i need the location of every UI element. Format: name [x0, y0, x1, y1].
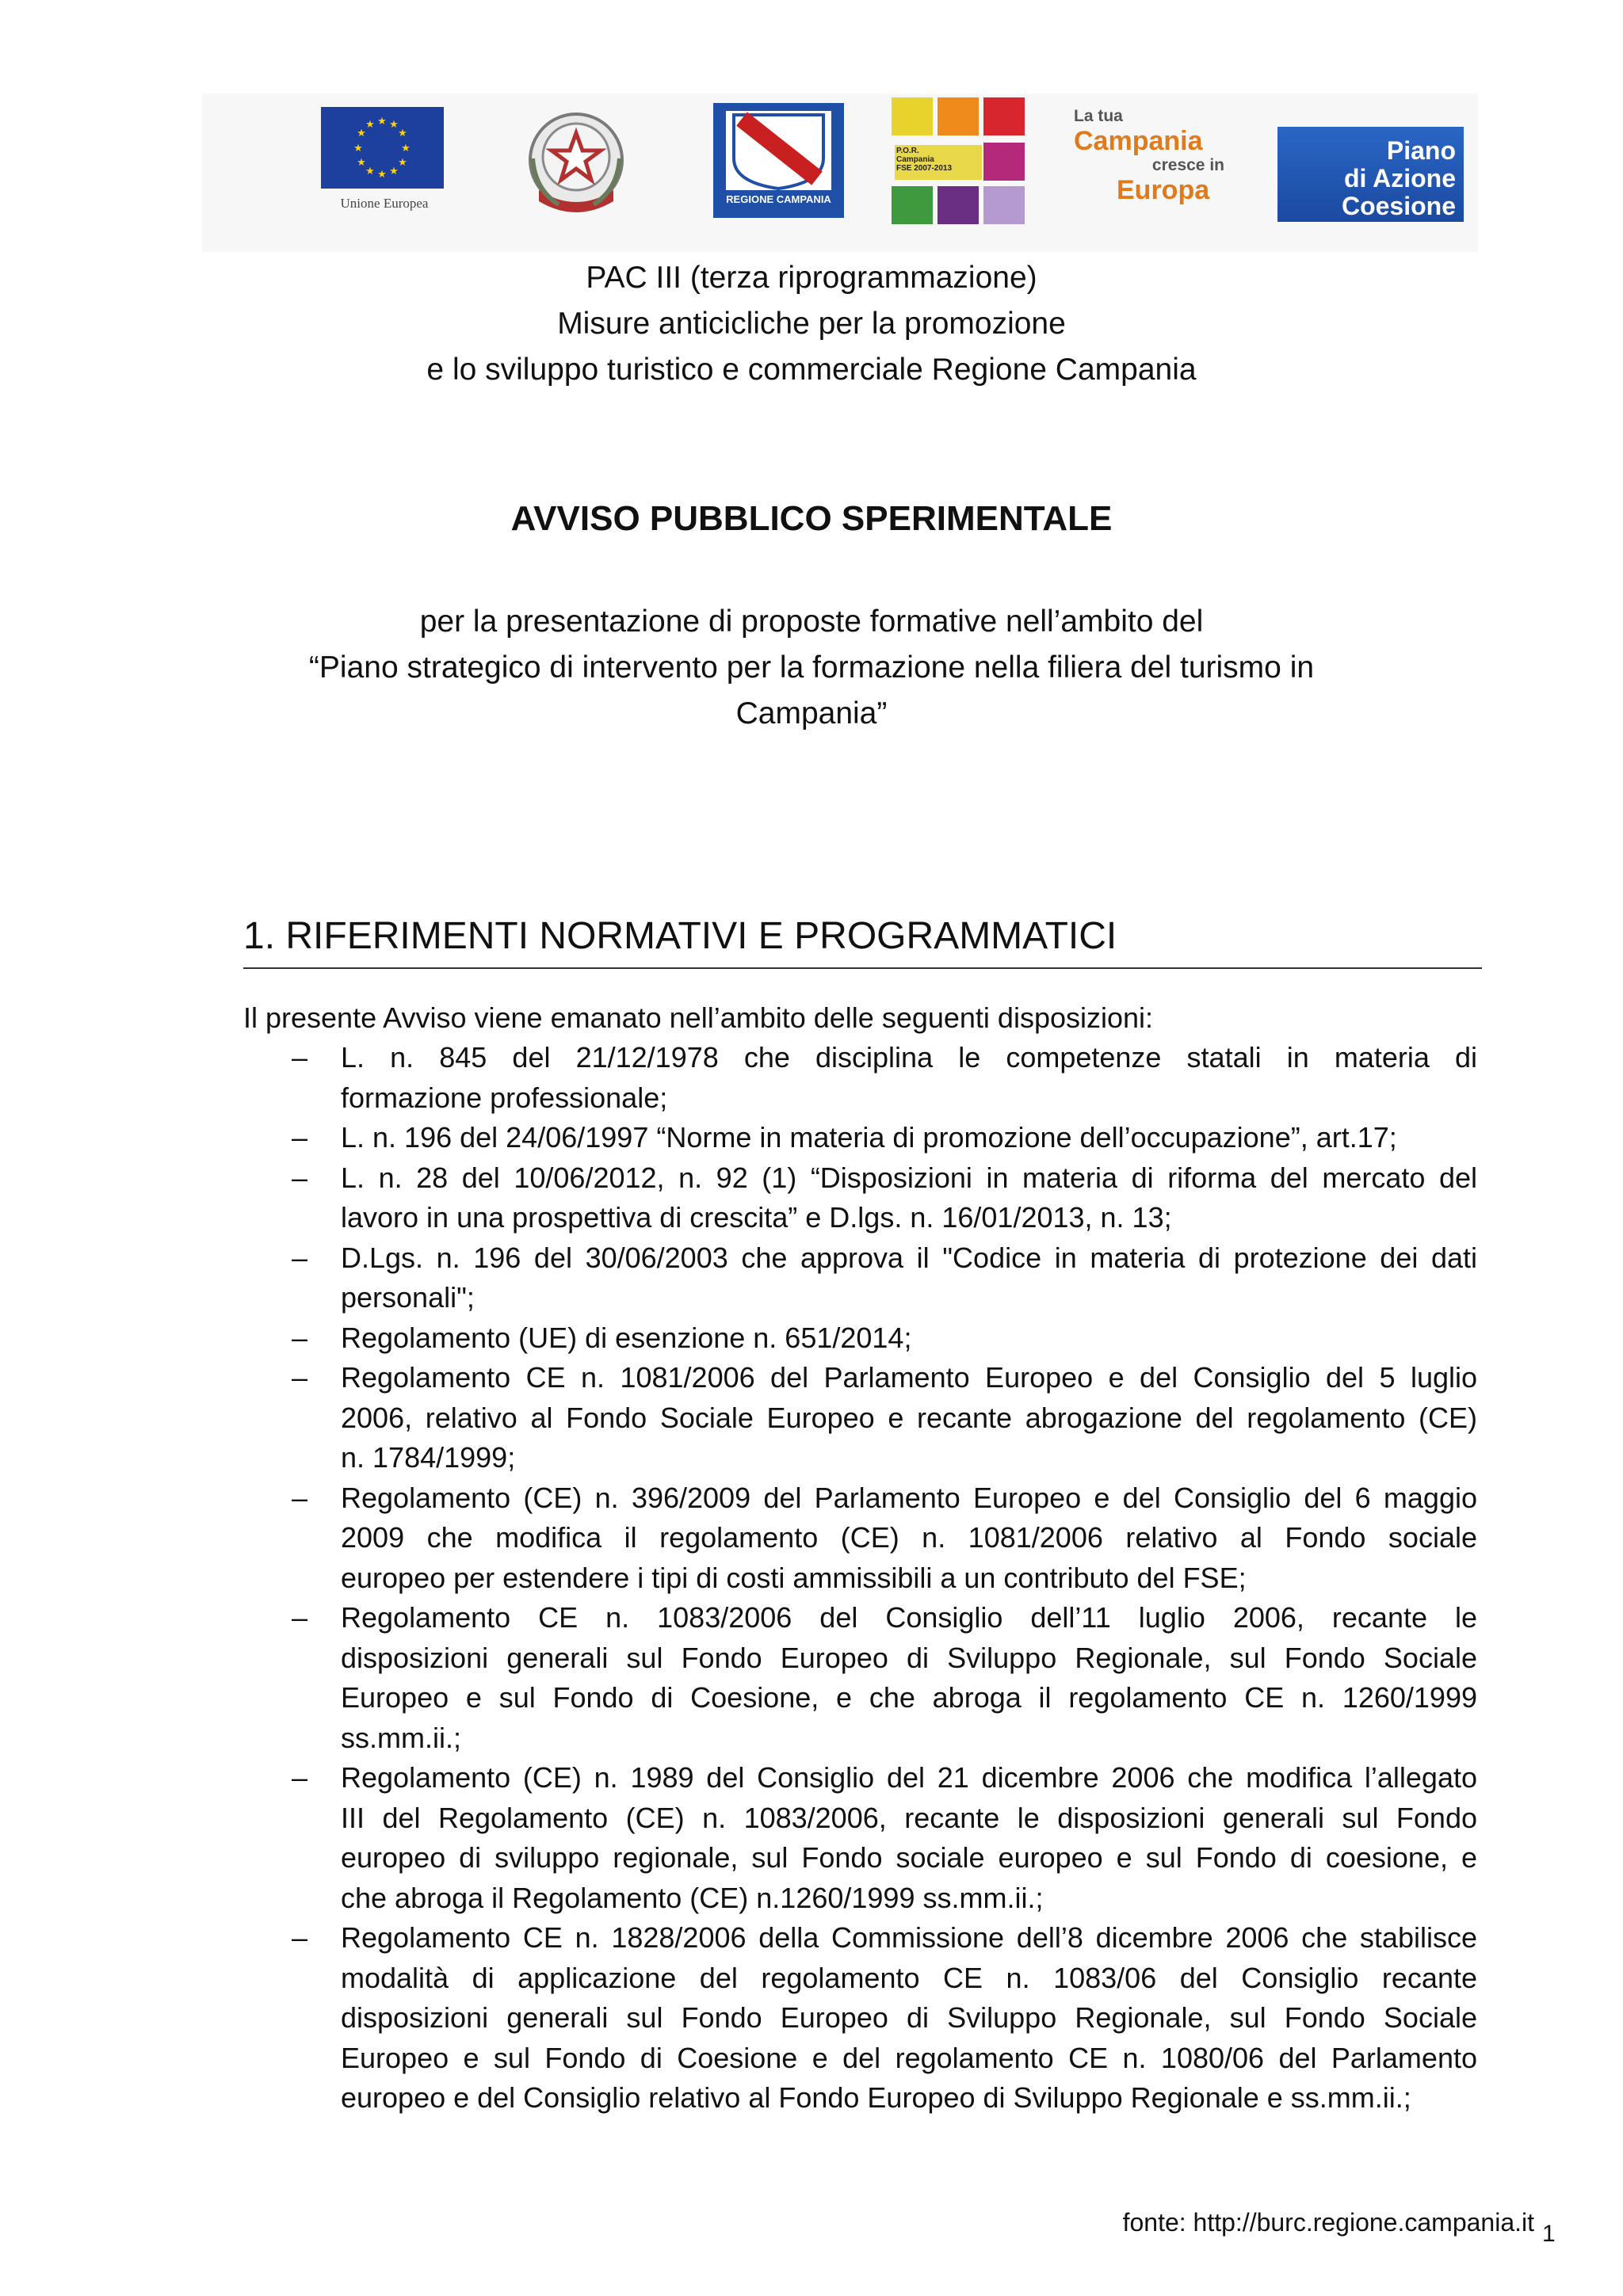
subtitle-line: “Piano strategico di intervento per la formazione nella filiera del turismo in	[308, 650, 1315, 685]
campania-shield-icon	[726, 111, 831, 190]
list-item-line: personali";	[341, 1281, 475, 1314]
list-item-line: Regolamento (UE) di esenzione n. 651/2014;	[341, 1321, 912, 1354]
bullet-dash: –	[292, 1321, 308, 1354]
regione-box	[713, 103, 844, 218]
list-item-line: Europeo e sul Fondo di Coesione, e che abroga il regolamento CE n. 1260/1999	[341, 1681, 1477, 1714]
bullet-dash: –	[292, 1041, 308, 1074]
section-intro: Il presente Avviso viene emanato nell’ambito delle seguenti disposizioni:	[243, 1001, 1154, 1034]
svg-text:★: ★	[389, 166, 399, 177]
list-item-line: europeo per estendere i tipi di costi ammissibili a un contributo del FSE;	[341, 1561, 1247, 1594]
por-label: P.O.R. Campania FSE 2007-2013	[895, 145, 982, 180]
por-campania-logo	[892, 97, 1026, 226]
bullet-dash: –	[292, 1121, 308, 1154]
list-item-line: europeo di sviluppo regionale, sul Fondo sociale europeo e sul Fondo di coesione, e	[341, 1841, 1477, 1874]
list-item-line: L. n. 196 del 24/06/1997 “Norme in materia di promozione dell’occupazione”, art.17;	[341, 1121, 1397, 1154]
subtitle-line: Campania”	[735, 696, 888, 730]
bullet-dash: –	[292, 1761, 308, 1794]
bullet-dash: –	[292, 1241, 308, 1274]
list-item-line: Europeo e sul Fondo di Coesione e del regolamento CE n. 1080/06 del Parlamento	[341, 2041, 1477, 2074]
svg-text:★: ★	[357, 128, 366, 139]
bullet-dash: –	[292, 1161, 308, 1194]
list-item-line: 2009 che modifica il regolamento (CE) n. 1081/2006 relativo al Fondo sociale	[341, 1521, 1477, 1554]
regione-caption: REGIONE CAMPANIA	[726, 193, 831, 205]
list-item-line: formazione professionale;	[341, 1081, 668, 1114]
por-square	[892, 186, 933, 224]
svg-text:★: ★	[357, 157, 366, 169]
campania-cresce-logo: La tua Campania cresce in Europa	[1074, 107, 1224, 205]
svg-text:★: ★	[401, 143, 411, 154]
list-item-line: Regolamento CE n. 1081/2006 del Parlamento Europeo e del Consiglio del 5 luglio	[341, 1361, 1477, 1394]
section-title: 1. RIFERIMENTI NORMATIVI E PROGRAMMATICI	[243, 915, 1117, 957]
document-heading: AVVISO PUBBLICO SPERIMENTALE	[510, 499, 1113, 538]
svg-text:★: ★	[377, 116, 387, 128]
italian-emblem-icon	[515, 103, 638, 226]
list-item-line: modalità di applicazione del regolamento CE n. 1083/06 del Consiglio recante	[341, 1961, 1477, 1994]
svg-text:★: ★	[389, 119, 399, 131]
page-number: 1	[1542, 2221, 1556, 2247]
list-item-line: Regolamento CE n. 1828/2006 della Commissione dell’8 dicembre 2006 che stabilisce	[341, 1921, 1477, 1954]
header-line: e lo sviluppo turistico e commerciale Regione Campania	[426, 353, 1197, 387]
por-square	[983, 186, 1025, 224]
subtitle-block	[0, 599, 1623, 737]
bullet-dash: –	[292, 1481, 308, 1514]
list-item-line: lavoro in una prospettiva di crescita” e D.lgs. n. 16/01/2013, n. 13;	[341, 1201, 1172, 1234]
list-item-line: L. n. 28 del 10/06/2012, n. 92 (1) “Disposizioni in materia di riforma del mercato del	[341, 1161, 1477, 1194]
list-item-line: disposizioni generali sul Fondo Europeo di Sviluppo Regionale, sul Fondo Sociale	[341, 2001, 1477, 2034]
regione-shield	[726, 111, 831, 190]
list-item-line: Regolamento CE n. 1083/2006 del Consiglio dell’11 luglio 2006, recante le	[341, 1601, 1477, 1634]
list-item-line: ss.mm.ii.;	[341, 1721, 461, 1754]
header-line: Misure anticicliche per la promozione	[557, 307, 1066, 341]
svg-text:★: ★	[365, 119, 375, 131]
eu-logo	[321, 107, 444, 218]
por-square	[983, 143, 1025, 181]
eu-flag-icon	[321, 107, 444, 189]
list-item-line: n. 1784/1999;	[341, 1441, 516, 1474]
list-item-line: D.Lgs. n. 196 del 30/06/2003 che approva il "Codice in materia di protezione dei dati	[341, 1241, 1477, 1274]
bullet-dash: –	[292, 1361, 308, 1394]
list-item-line: L. n. 845 del 21/12/1978 che disciplina le competenze statali in materia di	[341, 1041, 1477, 1074]
por-square	[892, 97, 933, 135]
eu-stars-icon	[321, 107, 444, 189]
svg-text:★: ★	[398, 128, 407, 139]
eu-caption: Unione Europea	[340, 196, 429, 211]
list-item-line: che abroga il Regolamento (CE) n.1260/1999 ss.mm.ii.;	[341, 1881, 1044, 1914]
svg-text:★: ★	[377, 169, 387, 181]
list-item-line: Regolamento (CE) n. 396/2009 del Parlamento Europeo e del Consiglio del 6 maggio	[341, 1481, 1477, 1514]
list-item-line: europeo e del Consiglio relativo al Fondo Europeo di Sviluppo Regionale e ss.mm.ii.;	[341, 2081, 1411, 2114]
piano-azione-coesione-logo: Piano di Azione Coesione	[1277, 127, 1464, 222]
list-item-line: III del Regolamento (CE) n. 1083/2006, recante le disposizioni generali sul Fondo	[341, 1801, 1477, 1834]
svg-text:★: ★	[353, 143, 363, 154]
por-square	[938, 97, 979, 135]
regione-campania-logo	[713, 103, 844, 222]
list-item-line: disposizioni generali sul Fondo Europeo di Sviluppo Regionale, sul Fondo Sociale	[341, 1641, 1477, 1674]
repubblica-italiana-emblem	[515, 103, 638, 226]
source-footer: fonte: http://burc.regione.campania.it	[1122, 2208, 1534, 2237]
bullet-dash: –	[292, 1921, 308, 1954]
svg-text:★: ★	[398, 157, 407, 169]
por-square	[938, 186, 979, 224]
svg-text:★: ★	[365, 166, 375, 177]
por-square	[983, 97, 1025, 135]
header-block	[0, 255, 1623, 393]
list-item-line: 2006, relativo al Fondo Sociale Europeo e recante abrogazione del regolamento (CE)	[341, 1401, 1477, 1434]
header-line: PAC III (terza riprogrammazione)	[586, 261, 1037, 295]
bullet-dash: –	[292, 1601, 308, 1634]
list-item-line: Regolamento (CE) n. 1989 del Consiglio del 21 dicembre 2006 che modifica l’allegato	[341, 1761, 1477, 1794]
subtitle-line: per la presentazione di proposte formative nell’ambito del	[419, 605, 1204, 639]
section-divider	[243, 967, 1482, 969]
